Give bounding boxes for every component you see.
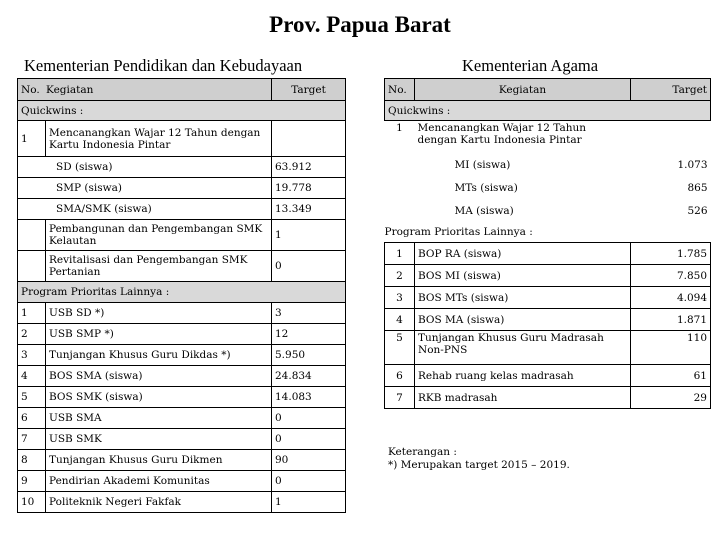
table-row <box>385 200 711 223</box>
row-kegiatan: SMA/SMK (siswa) <box>18 199 272 220</box>
table-row <box>385 154 711 177</box>
row-kegiatan: USB SMK <box>46 429 272 450</box>
row-no: 1 <box>385 243 415 265</box>
header-no: No. <box>385 79 415 101</box>
row-target: 1 <box>272 220 346 251</box>
row-kegiatan: Tunjangan Khusus Guru Dikmen <box>46 450 272 471</box>
page-title: Prov. Papua Barat <box>269 12 451 37</box>
row-kegiatan: BOS MI (siswa) <box>415 265 631 287</box>
row-target: 1.073 <box>677 159 708 171</box>
row-kegiatan: USB SD *) <box>46 303 272 324</box>
row-no <box>18 251 46 282</box>
row-kegiatan: SMP (siswa) <box>18 178 272 199</box>
row-target: 1 <box>272 492 346 513</box>
row-kegiatan: USB SMA <box>46 408 272 429</box>
table-row <box>18 324 346 345</box>
row-no: 10 <box>18 492 46 513</box>
table-row <box>18 178 346 199</box>
row-kegiatan: BOS SMK (siswa) <box>46 387 272 408</box>
row-target: 63.912 <box>272 157 346 178</box>
row-target: 3 <box>272 303 346 324</box>
header-kegiatan: Kegiatan <box>415 79 631 101</box>
table-row <box>385 177 711 200</box>
row-target: 110 <box>631 331 711 365</box>
row-kegiatan: Pembangunan dan Pengembangan SMK Kelautan <box>46 220 272 251</box>
table-row <box>385 365 711 387</box>
row-target: 526 <box>687 205 708 217</box>
row-no: 7 <box>385 387 415 409</box>
row-kegiatan: BOP RA (siswa) <box>415 243 631 265</box>
row-target: 0 <box>272 251 346 282</box>
row-no: 5 <box>18 387 46 408</box>
row-no: 4 <box>385 309 415 331</box>
row-target: 24.834 <box>272 366 346 387</box>
row-kegiatan: BOS MTs (siswa) <box>415 287 631 309</box>
row-kegiatan: BOS SMA (siswa) <box>46 366 272 387</box>
footnote <box>388 446 570 472</box>
row-kegiatan: Tunjangan Khusus Guru Dikdas *) <box>46 345 272 366</box>
row-kegiatan: Mencanangkan Wajar 12 Tahun dengan Kartu Indonesia Pintar <box>417 122 587 146</box>
table-row <box>18 303 346 324</box>
row-no: 3 <box>18 345 46 366</box>
row-kegiatan: RKB madrasah <box>415 387 631 409</box>
row-no: 1 <box>18 121 46 157</box>
quickwins-section-label: Quickwins : <box>18 101 346 121</box>
table-row <box>385 243 711 265</box>
table-row <box>385 387 711 409</box>
header-no: No. <box>21 83 40 96</box>
row-kegiatan: MI (siswa) <box>454 159 511 171</box>
table-row <box>18 157 346 178</box>
footnote-title: Keterangan : <box>388 446 457 458</box>
row-target: 1.785 <box>631 243 711 265</box>
kemendikbud-heading: Kementerian Pendidikan dan Kebudayaan <box>24 56 303 75</box>
row-kegiatan: SD (siswa) <box>18 157 272 178</box>
row-no: 6 <box>18 408 46 429</box>
row-target: 12 <box>272 324 346 345</box>
row-target: 29 <box>631 387 711 409</box>
row-target: 5.950 <box>272 345 346 366</box>
row-no: 7 <box>18 429 46 450</box>
row-no: 5 <box>385 331 415 365</box>
row-target: 19.778 <box>272 178 346 199</box>
row-kegiatan: Revitalisasi dan Pengembangan SMK Pertanian <box>46 251 272 282</box>
row-kegiatan: Mencanangkan Wajar 12 Tahun dengan Kartu Indonesia Pintar <box>46 121 272 157</box>
row-no: 2 <box>18 324 46 345</box>
row-kegiatan: Rehab ruang kelas madrasah <box>415 365 631 387</box>
kemenag-table <box>384 78 711 409</box>
header-target: Target <box>272 79 346 101</box>
row-no: 6 <box>385 365 415 387</box>
header-kegiatan: Kegiatan <box>46 83 94 96</box>
row-target: 0 <box>272 429 346 450</box>
table-row <box>18 492 346 513</box>
table-row <box>18 121 346 157</box>
row-kegiatan: MA (siswa) <box>454 205 514 217</box>
table-row <box>18 345 346 366</box>
row-target: 90 <box>272 450 346 471</box>
header-target: Target <box>631 79 711 101</box>
row-no: 4 <box>18 366 46 387</box>
row-target: 13.349 <box>272 199 346 220</box>
table-row <box>385 331 711 365</box>
row-no: 3 <box>385 287 415 309</box>
row-no: 9 <box>18 471 46 492</box>
table-row <box>385 309 711 331</box>
row-target: 7.850 <box>631 265 711 287</box>
table-row <box>18 408 346 429</box>
table-row <box>18 251 346 282</box>
kemenag-heading: Kementerian Agama <box>462 56 599 75</box>
table-row <box>18 471 346 492</box>
row-kegiatan: Politeknik Negeri Fakfak <box>46 492 272 513</box>
row-kegiatan: MTs (siswa) <box>454 182 518 194</box>
table-row <box>18 199 346 220</box>
row-kegiatan: Tunjangan Khusus Guru Madrasah Non-PNS <box>415 331 631 365</box>
row-no: 2 <box>385 265 415 287</box>
row-target: 0 <box>272 471 346 492</box>
program-section-label: Program Prioritas Lainnya : <box>384 226 533 239</box>
table-row <box>385 265 711 287</box>
row-target: 4.094 <box>631 287 711 309</box>
table-row <box>385 287 711 309</box>
table-row <box>18 429 346 450</box>
table-row <box>18 366 346 387</box>
footnote-text: *) Merupakan target 2015 – 2019. <box>388 459 570 471</box>
table-row <box>18 450 346 471</box>
row-no: 1 <box>18 303 46 324</box>
program-section-label: Program Prioritas Lainnya : <box>18 282 346 303</box>
row-target <box>272 121 346 157</box>
row-target: 865 <box>687 182 708 194</box>
table-row <box>18 387 346 408</box>
kemendikbud-table <box>17 78 346 513</box>
table-row <box>385 121 711 154</box>
quickwins-section-label: Quickwins : <box>385 101 711 121</box>
row-kegiatan: Pendirian Akademi Komunitas <box>46 471 272 492</box>
table-row <box>18 220 346 251</box>
row-no: 8 <box>18 450 46 471</box>
row-no: 1 <box>396 122 403 134</box>
row-target <box>631 121 711 154</box>
row-target: 61 <box>631 365 711 387</box>
row-target: 0 <box>272 408 346 429</box>
row-kegiatan: BOS MA (siswa) <box>415 309 631 331</box>
row-target: 14.083 <box>272 387 346 408</box>
table-header <box>18 79 272 101</box>
row-target: 1.871 <box>631 309 711 331</box>
row-no <box>18 220 46 251</box>
row-kegiatan: USB SMP *) <box>46 324 272 345</box>
